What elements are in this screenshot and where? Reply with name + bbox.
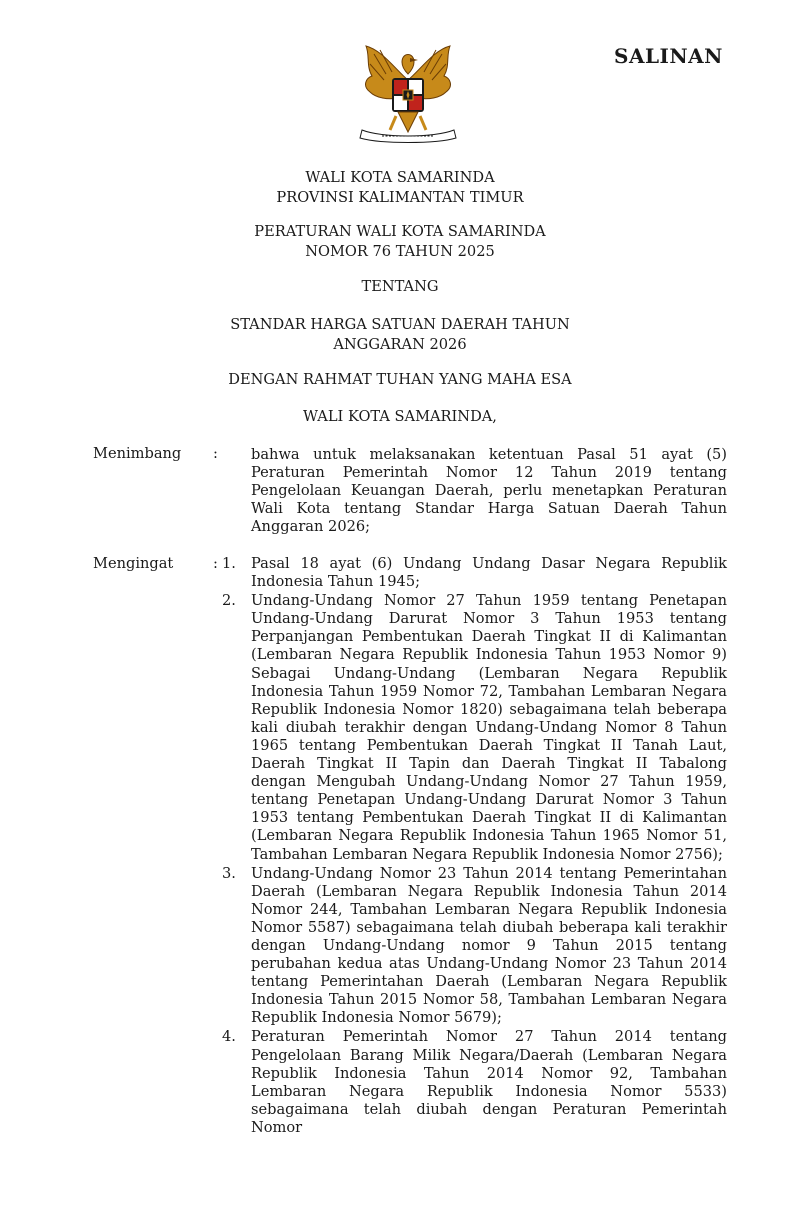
list-item-number: 3. <box>222 864 236 882</box>
list-item-number: 2. <box>222 592 236 610</box>
mengingat-label: Mengingat <box>93 555 174 572</box>
garuda-pancasila-emblem-icon <box>352 40 464 144</box>
list-item <box>222 865 727 1028</box>
list-item <box>222 592 727 863</box>
regulation-title: PERATURAN WALI KOTA SAMARINDA <box>254 223 546 240</box>
menimbang-text: bahwa untuk melaksanakan ketentuan Pasal 51 ayat (5) Peraturan Pemerintah Nomor 12 Tahun 2019 tentang Pengelolaan Keuangan Daerah, perlu menetapkan Peraturan Wali Kota tentang Standar Harga Satuan Daerah Tahun Anggaran 2026; <box>251 446 727 536</box>
official-heading: WALI KOTA SAMARINDA, <box>303 408 497 425</box>
about-heading: TENTANG <box>361 278 439 295</box>
list-item <box>222 555 727 591</box>
regulation-subject-line1: STANDAR HARGA SATUAN DAERAH TAHUN <box>230 316 570 333</box>
menimbang-colon: : <box>213 445 218 462</box>
province-name: PROVINSI KALIMANTAN TIMUR <box>276 189 524 206</box>
list-item-text: Pasal 18 ayat (6) Undang Undang Dasar Negara Republik Indonesia Tahun 1945; <box>251 555 727 591</box>
salinan-stamp: SALINAN <box>614 44 723 68</box>
institution-name: WALI KOTA SAMARINDA <box>305 169 495 186</box>
regulation-number: NOMOR 76 TAHUN 2025 <box>305 243 495 260</box>
list-item-number: 1. <box>222 555 236 572</box>
list-item-text: Undang-Undang Nomor 23 Tahun 2014 tentang Pemerintahan Daerah (Lembaran Negara Republik Indonesia Tahun 2014 Nomor 244, Tambahan Lembaran Negara Republik Indonesia Nomor 5587) sebagaimana telah diubah beberapa kali terakhir dengan Undang-Undang nomor 9 Tahun 2015 tentang perubahan kedua atas Undang-Undang Nomor 23 Tahun 2014 tentang Pemerintahan Daerah (Lembaran Negara Republik Indonesia Tahun 2015 Nomor 58, Tambahan Lembaran Negara Republik Indonesia Nomor 5679); <box>251 864 727 1027</box>
regulation-subject-line2: ANGGARAN 2026 <box>333 336 467 353</box>
list-item-text: Undang-Undang Nomor 27 Tahun 1959 tentang Penetapan Undang-Undang Darurat Nomor 3 Tahun 1953 tentang Perpanjangan Pembentukan Daerah Tingkat II di Kalimantan (Lembaran Negara Republik Indonesia Tahun 1953 Nomor 9) Sebagai Undang-Undang (Lembaran Negara Republik Indonesia Tahun 1959 Nomor 72, Tambahan Lembaran Negara Republik Indonesia Nomor 1820) sebagaimana telah beberapa kali diubah terakhir dengan Undang-Undang Nomor 8 Tahun 1965 tentang Pembentukan Daerah Tingkat II Tanah Laut, Daerah Tingkat II Tapin dan Daerah Tingkat II Tabalong dengan Mengubah Undang-Undang Nomor 27 Tahun 1959, tentang Penetapan Undang-Undang Darurat Nomor 3 Tahun 1953 tentang Pembentukan Daerah Tingkat II di Kalimantan (Lembaran Negara Republik Indonesia Tahun 1965 Nomor 51, Tambahan Lembaran Negara Republik Indonesia Nomor 2756); <box>251 592 727 863</box>
mengingat-list <box>222 555 727 1138</box>
mengingat-colon: : <box>213 555 218 572</box>
menimbang-label: Menimbang <box>93 445 182 462</box>
list-item-text: Peraturan Pemerintah Nomor 27 Tahun 2014 tentang Pengelolaan Barang Milik Negara/Daerah (Lembaran Negara Republik Indonesia Tahun 2014 Nomor 92, Tambahan Lembaran Negara Republik Indonesia Nomor 5533) sebagaimana telah diubah dengan Peraturan Pemerintah Nomor <box>251 1028 727 1136</box>
grace-statement: DENGAN RAHMAT TUHAN YANG MAHA ESA <box>228 371 572 388</box>
list-item <box>222 1028 727 1137</box>
list-item-number: 4. <box>222 1028 236 1046</box>
